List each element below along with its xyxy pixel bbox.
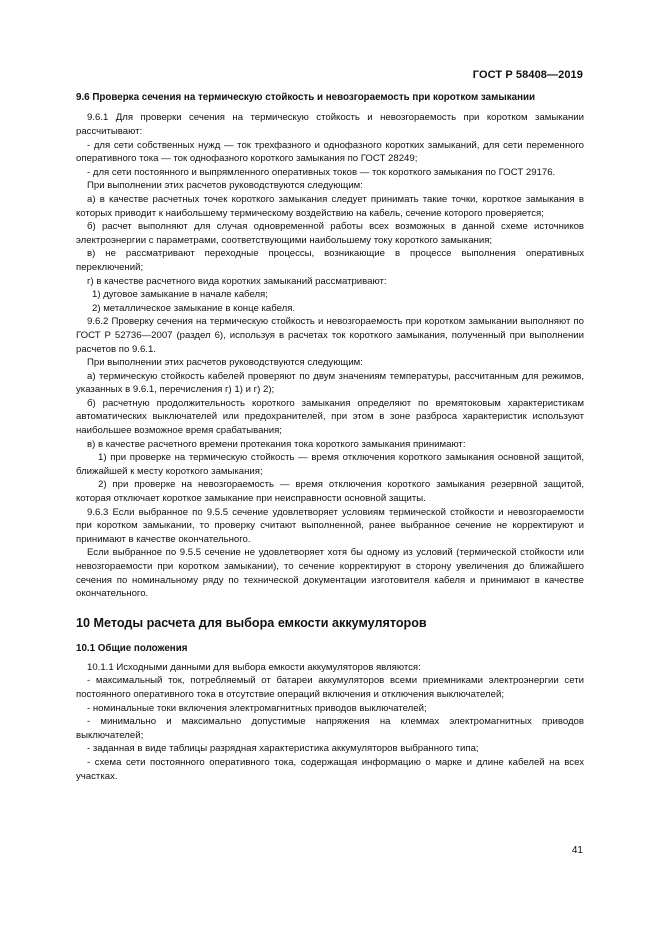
list-marker: г) (87, 275, 94, 287)
list-marker: б) (87, 397, 96, 409)
list-item (76, 397, 584, 438)
list-text: в качестве расчетного времени протекания тока короткого замыкания принимают: (97, 438, 466, 450)
list-marker: а) (87, 370, 96, 382)
list-item (76, 193, 584, 220)
sub-list-item (76, 478, 584, 505)
list-marker: б) (87, 221, 96, 233)
sub-list-item (76, 302, 584, 316)
paragraph: - для сети постоянного и выпрямленного оперативных токов — ток короткого замыкания по ГОСТ 29176. (87, 166, 556, 178)
list-text: расчет выполняют для случая одновременной работы всех возможных в данной схеме источников электроэнергии с параметрами, соответствующими наибольшему току короткого замыкания; (76, 221, 584, 246)
paragraph: 9.6.3 Если выбранное по 9.5.5 сечение удовлетворяет условиям термической стойкости и невозгораемости при коротком замыкании, то проверку считают выполненной, ранее выбранное сечение не корректируют и принимают в качестве окончательного. (76, 506, 584, 545)
list-marker: 2) (98, 479, 107, 491)
list-text: при проверке на термическую стойкость — время отключения короткого замыкания основной защитой, ближайшей к месту короткого замыкания; (76, 452, 584, 477)
paragraph: При выполнении этих расчетов руководствуются следующим: (87, 357, 363, 369)
paragraph: 9.6.1 Для проверки сечения на термическую стойкость и невозгораемость при коротком замыкании рассчитывают: (76, 112, 584, 137)
list-item (76, 275, 584, 289)
paragraph: - для сети собственных нужд — ток трехфазного и однофазного коротких замыканий, для сети переменного оперативного тока — ток однофазного короткого замыкания по ГОСТ 28249; (76, 139, 584, 165)
list-marker: 1) (92, 289, 101, 301)
list-text: термическую стойкость кабелей проверяют по двум значениям температуры, рассчитанным для режимов, указанных в 9.6.1, перечисления г) 1) и г) 2); (76, 370, 584, 396)
section-9-6-title: 9.6 Проверка сечения на термическую стойкость и невозгораемость при коротком замыкании (76, 92, 536, 103)
sub-list-item (76, 288, 584, 302)
document-body (76, 92, 584, 783)
list-text: при проверке на невозгораемость — время отключения короткого замыкания резервной защитой, которая отключает короткое замыкание при неисправности основной защиты. (76, 479, 584, 505)
list-item (76, 438, 584, 452)
list-text: в качестве расчетных точек короткого замыкания следует принимать такие точки, короткое замыкания в которых приводит к наибольшему термическому воздействию на кабель, сечение которого проверяется; (76, 193, 584, 219)
list-marker: в) (87, 438, 96, 450)
paragraph: 9.6.2 Проверку сечения на термическую стойкость и невозгораемость при коротком замыкании выполняют по ГОСТ Р 52736—2007 (раздел 6), используя в расчетах ток короткого замыкания, полученный при выполнении расчетов по 9.6.1. (76, 316, 584, 355)
list-text: дуговое замыкание в начале кабеля; (103, 289, 268, 301)
list-item (76, 247, 584, 274)
list-text: металлическое замыкание в конце кабеля. (103, 302, 296, 314)
sub-list-item (76, 451, 584, 478)
section-10-1-title: 10.1 Общие положения (76, 642, 188, 654)
list-item: - схема сети постоянного оперативного тока, содержащая информацию о марке и длине кабелей на всех участках. (76, 756, 584, 782)
list-text: расчетную продолжительность короткого замыкания определяют по времятоковым характеристикам автоматических выключателей или предохранителей, при этом в зоне разброса характеристик используют наибольшее возможное время срабатывания; (76, 397, 584, 437)
list-item: - максимальный ток, потребляемый от батареи аккумуляторов всеми приемниками электроэнергии сети постоянного оперативного тока в отсутствие операций включения и отключения выключателей; (76, 675, 584, 700)
section-10-title: 10 Методы расчета для выбора емкости аккумуляторов (76, 615, 427, 630)
list-marker: 2) (92, 302, 101, 314)
list-marker: в) (87, 248, 96, 260)
list-item: - минимально и максимально допустимые напряжения на клеммах электромагнитных приводов выключателей; (76, 716, 584, 741)
page-number: 41 (571, 845, 583, 856)
list-marker: а) (87, 193, 96, 205)
list-text: не рассматривают переходные процессы, возникающие в процессе выполнения оперативных переключений; (76, 248, 584, 273)
list-text: в качестве расчетного вида коротких замыканий рассматривают: (96, 275, 387, 287)
paragraph: При выполнении этих расчетов руководствуются следующим: (87, 180, 363, 192)
list-marker: 1) (98, 452, 107, 464)
paragraph: 10.1.1 Исходными данными для выбора емкости аккумуляторов являются: (87, 661, 421, 673)
list-item: - заданная в виде таблицы разрядная характеристика аккумуляторов выбранного типа; (87, 743, 479, 755)
list-item (76, 220, 584, 247)
list-item (76, 370, 584, 397)
paragraph: Если выбранное по 9.5.5 сечение не удовлетворяет хотя бы одному из условий (термической стойкости или невозгораемости при коротком замыкании), то сечение корректируют в сторону увеличения до ближайшего сечения по номинальному ряду по технической документации изготовителя кабеля и принимают в качестве окончательного. (76, 547, 584, 600)
document-code: ГОСТ Р 58408—2019 (472, 69, 583, 81)
list-item: - номинальные токи включения электромагнитных приводов выключателей; (87, 702, 427, 714)
